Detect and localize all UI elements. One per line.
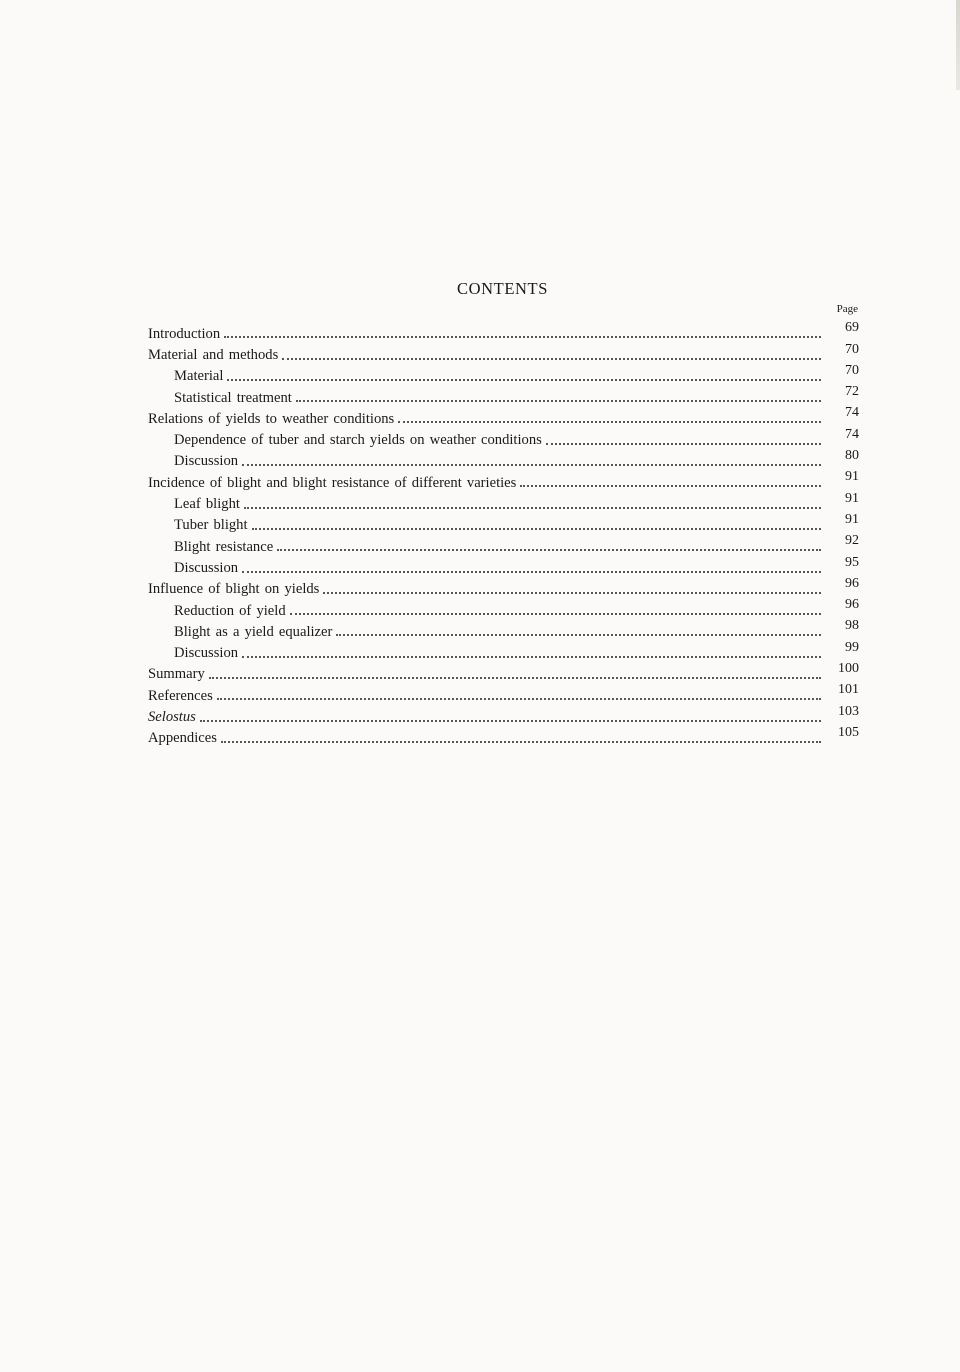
dot-leader (242, 656, 821, 658)
toc-entry-page-number: 72 (845, 384, 859, 400)
toc-entry-page-number: 70 (845, 341, 859, 357)
dot-leader (252, 528, 821, 530)
toc-entry (148, 533, 859, 554)
dot-leader (290, 613, 821, 615)
dot-leader (209, 677, 821, 679)
toc-entry (148, 554, 859, 575)
toc-entry-title: Material and methods (148, 347, 279, 363)
toc-entry-title: Dependence of tuber and starch yields on weather conditions (174, 432, 542, 449)
toc-entry-page-number: 74 (845, 426, 859, 442)
dot-leader (224, 336, 821, 338)
toc-entry (148, 512, 859, 533)
toc-entry-title: Blight as a yield equalizer (174, 623, 333, 640)
dot-leader (323, 592, 821, 594)
toc-entry-title: Discussion (174, 559, 239, 576)
dot-leader (227, 379, 821, 381)
contents-heading: CONTENTS (457, 279, 548, 298)
toc-entry (148, 576, 859, 597)
dot-leader (520, 485, 821, 487)
toc-entry-page-number: 74 (845, 405, 859, 421)
toc-entry-title: Reduction of yield (174, 602, 286, 619)
toc-entry (148, 320, 859, 341)
page-edge-mark (956, 0, 960, 90)
toc-entry (148, 363, 859, 384)
toc-entry-title: Discussion (174, 453, 239, 470)
toc-entry (148, 341, 859, 362)
toc-entry (148, 490, 859, 511)
toc-entry-title: References (148, 687, 213, 704)
toc-entry-page-number: 92 (845, 533, 859, 549)
toc-entry-page-number: 91 (845, 511, 859, 527)
toc-entry-page-number: 70 (845, 362, 859, 378)
table-of-contents (148, 320, 859, 746)
toc-entry-page-number: 91 (845, 469, 859, 485)
toc-entry (148, 618, 859, 639)
toc-entry-page-number: 95 (845, 554, 859, 570)
toc-entry-title: Summary (148, 666, 205, 683)
toc-entry (148, 469, 859, 490)
dot-leader (282, 358, 821, 360)
toc-entry-page-number: 101 (838, 682, 859, 698)
toc-entry-page-number: 91 (845, 490, 859, 506)
dot-leader (244, 507, 821, 509)
dot-leader (221, 741, 821, 743)
toc-entry-page-number: 69 (845, 320, 859, 336)
dot-leader (277, 549, 821, 551)
dot-leader (546, 443, 821, 445)
toc-entry-page-number: 105 (838, 724, 859, 740)
toc-entry-page-number: 99 (845, 639, 859, 655)
dot-leader (200, 720, 821, 722)
dot-leader (242, 464, 821, 466)
toc-entry-title: Influence of blight on yields (148, 581, 320, 598)
toc-entry-page-number: 98 (845, 618, 859, 634)
toc-entry-title: Tuber blight (174, 517, 248, 534)
toc-entry (148, 682, 859, 703)
dot-leader (217, 698, 821, 700)
toc-entry (148, 725, 859, 746)
toc-entry-title: Statistical treatment (174, 389, 292, 406)
dot-leader (398, 421, 821, 423)
toc-entry-title: Material (174, 368, 224, 385)
toc-entry (148, 597, 859, 618)
dot-leader (296, 400, 821, 402)
toc-entry-page-number: 80 (845, 448, 859, 464)
toc-entry-title: Blight resistance (174, 538, 274, 555)
toc-entry-page-number: 103 (838, 703, 859, 719)
toc-entry (148, 426, 859, 447)
toc-entry-title: Relations of yields to weather conditions (148, 410, 395, 427)
toc-entry-page-number: 96 (845, 575, 859, 591)
toc-entry (148, 405, 859, 426)
toc-entry (148, 639, 859, 660)
page-column-label: Page (836, 303, 858, 315)
toc-entry (148, 661, 859, 682)
toc-entry-page-number: 100 (838, 661, 859, 677)
toc-entry (148, 703, 859, 724)
toc-entry-title: Discussion (174, 645, 239, 662)
dot-leader (336, 634, 821, 636)
toc-entry-title: Selostus (148, 709, 196, 726)
toc-entry (148, 384, 859, 405)
toc-entry-title: Incidence of blight and blight resistance of different varieties (148, 474, 517, 491)
toc-entry (148, 448, 859, 469)
toc-entry-page-number: 96 (845, 597, 859, 613)
toc-entry-title: Appendices (148, 730, 217, 747)
dot-leader (242, 571, 821, 573)
toc-entry-title: Leaf blight (174, 496, 240, 513)
toc-entry-title: Introduction (148, 325, 221, 342)
